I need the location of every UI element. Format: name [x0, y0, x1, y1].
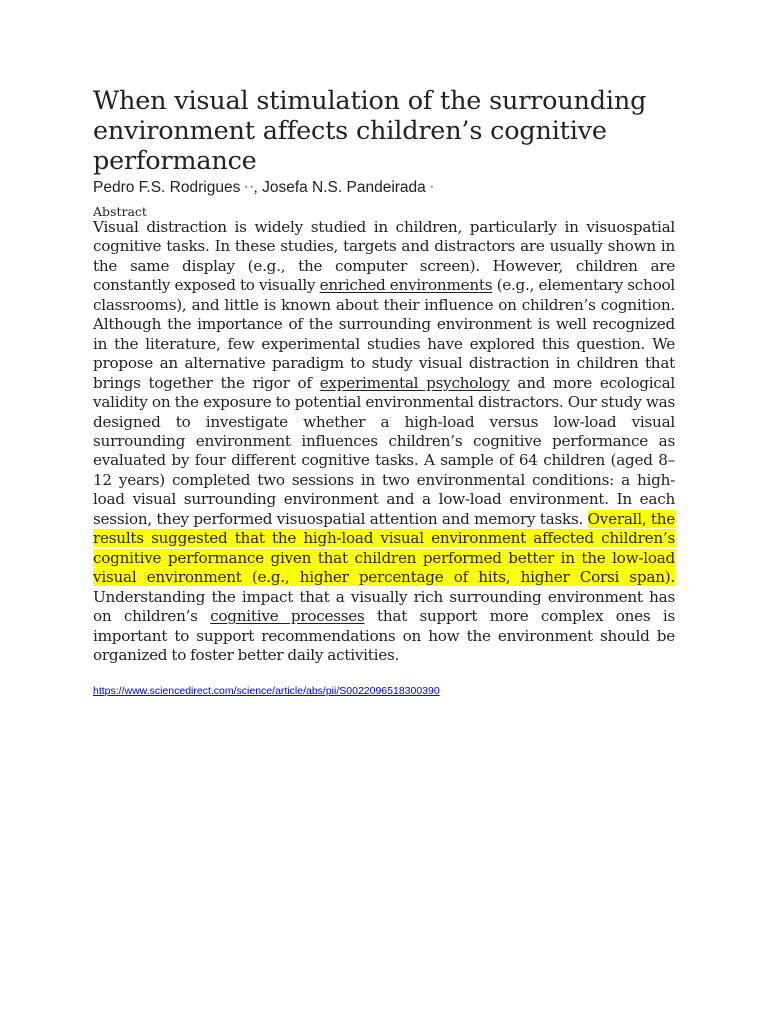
abstract-text-segment: that support more complex ones is important to support recommendations on how the environment should be organized to foster better daily activities. [93, 607, 675, 664]
abstract-text-segment: (e.g., elementary school classrooms), and little is known about their influence on children’s cognition. Although the importance of the surrounding environment is well recognized in the literature, few experimental studies have explored this question. We propose an alternative paradigm to study visual distraction in children that brings together the rigor of [93, 276, 675, 392]
source-url-link[interactable]: https://www.sciencedirect.com/science/article/abs/pii/S0022096518300390 [93, 685, 440, 698]
cognitive-processes-link[interactable]: cognitive processes [210, 607, 365, 626]
experimental-psychology-link[interactable]: experimental psychology [319, 373, 510, 392]
abstract-heading: Abstract [93, 204, 147, 219]
article-title: When visual stimulation of the surrounding environment affects children’s cognitive performance [93, 86, 647, 176]
author-affiliation-icon: • [430, 182, 434, 192]
author-name[interactable]: Josefa N.S. Pandeirada [262, 179, 426, 196]
abstract-text [93, 218, 675, 665]
highlighted-result-text: Overall, the results suggested that the high-load visual environment affected children’s cognitive performance given that children performed better in the low-load visual environment (e.g., higher percentage of hits, higher Corsi span). [93, 509, 675, 587]
enriched-environments-link[interactable]: enriched environments [319, 276, 493, 295]
abstract-text-segment: Understanding the impact that a visually rich surrounding environment has on children’s [93, 587, 675, 626]
author-list [93, 178, 675, 197]
abstract-text-segment: and more ecological validity on the exposure to potential environmental distractors. Our study was designed to investigate whether a high-load versus low-load visual surrounding environment influences children’s cognitive performance as evaluated by four different cognitive tasks. A sample of 64 children (aged 8–12 years) completed two sessions in two environmental conditions: a high-load visual surrounding environment and a low-load environment. In each session, they performed visuospatial attention and memory tasks. [93, 373, 675, 528]
author-separator: , [253, 179, 263, 196]
author-affiliation-icon: • • [244, 182, 254, 192]
author-name[interactable]: Pedro F.S. Rodrigues [93, 179, 241, 196]
abstract-text-segment: Visual distraction is widely studied in children, particularly in visuospatial cognitive tasks. In these studies, targets and distractors are usually shown in the same display (e.g., the computer screen). However, children are constantly exposed to visually [93, 218, 675, 295]
document-page [93, 86, 675, 699]
